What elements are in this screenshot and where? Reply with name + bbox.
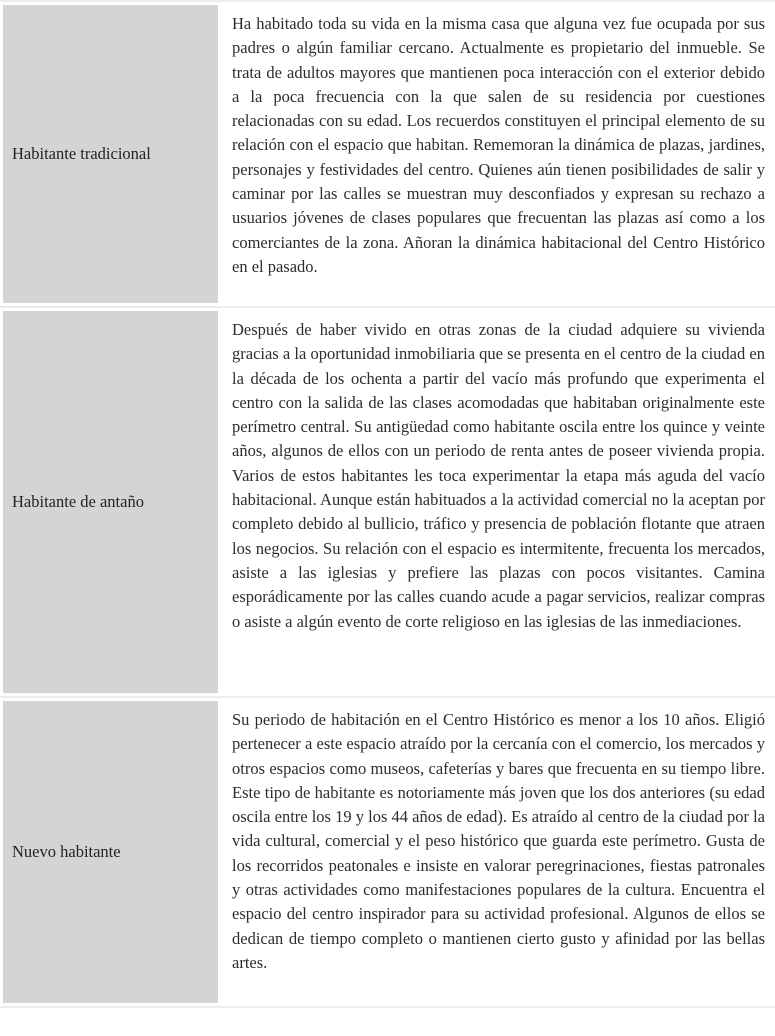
table-row — [0, 696, 775, 1006]
row-description: Después de haber vivido en otras zonas de la ciudad adquiere su vivienda gracias a la oportunidad inmobiliaria que se presenta en el centro de la ciudad en la década de los ochenta a partir del vacío más profundo que experimenta el centro con la salida de las clases acomodadas que habitaban originalmente este perímetro central. Su antigüedad como habitante oscila entre los quince y veinte años, algunos de ellos con un periodo de renta antes de poseer vivienda propia. Varios de estos habitantes les toca experimentar la etapa más aguda del vacío habitacional. Aunque están habituados a la actividad comercial no la aceptan por completo debido al bullicio, tráfico y presencia de población flotante que atraen los negocios. Su relación con el espacio es intermitente, frecuenta los mercados, asiste a las iglesias y prefiere las plazas con pocos visitantes. Camina esporádicamente por las calles cuando acude a pagar servicios, realizar compras o asiste a algún evento de corte religioso en las iglesias de las inmediaciones. — [232, 320, 765, 631]
row-label: Nuevo habitante — [12, 842, 121, 861]
row-description: Su periodo de habitación en el Centro Histórico es menor a los 10 años. Eligió pertenecer a este espacio atraído por la cercanía con el comercio, los mercados y otros espacios como museos, cafeterías y bares que frecuenta en su tiempo libre. Este tipo de habitante es notoriamente más joven que los dos anteriores (su edad oscila entre los 19 y los 44 años de edad). Es atraído al centro de la ciudad por la vida cultural, comercial y el peso histórico que guarda este perímetro. Gusta de los recorridos peatonales e insiste en valorar peregrinaciones, fiestas patronales y otras actividades como manifestaciones populares de la cultura. Encuentra el espacio del centro inspirador para su actividad profesional. Algunos de ellos se dedican de tiempo completo o mantienen cierto gusto y afinidad por las bellas artes. — [232, 710, 765, 972]
row-label: Habitante tradicional — [12, 144, 151, 163]
row-label-cell — [3, 5, 218, 303]
row-label: Habitante de antaño — [12, 492, 144, 511]
row-label-cell — [3, 701, 218, 1003]
row-label-cell — [3, 311, 218, 693]
table-row — [0, 2, 775, 306]
row-description: Ha habitado toda su vida en la misma casa que alguna vez fue ocupada por sus padres o algún familiar cercano. Actualmente es propietario del inmueble. Se trata de adultos mayores que mantienen poca interacción con el exterior debido a la poca frecuencia con la que salen de su residencia por cuestiones relacionadas con su edad. Los recuerdos constituyen el principal elemento de su relación con el espacio que habitan. Rememoran la dinámica de plazas, jardines, personajes y festividades del centro. Quienes aún tienen posibilidades de salir y caminar por las calles se muestran muy desconfiados y expresan su rechazo a usuarios jóvenes de clases populares que frecuentan las plazas así como a los comerciantes de la zona. Añoran la dinámica habitacional del Centro Histórico en el pasado. — [232, 14, 765, 276]
table-row — [0, 306, 775, 696]
